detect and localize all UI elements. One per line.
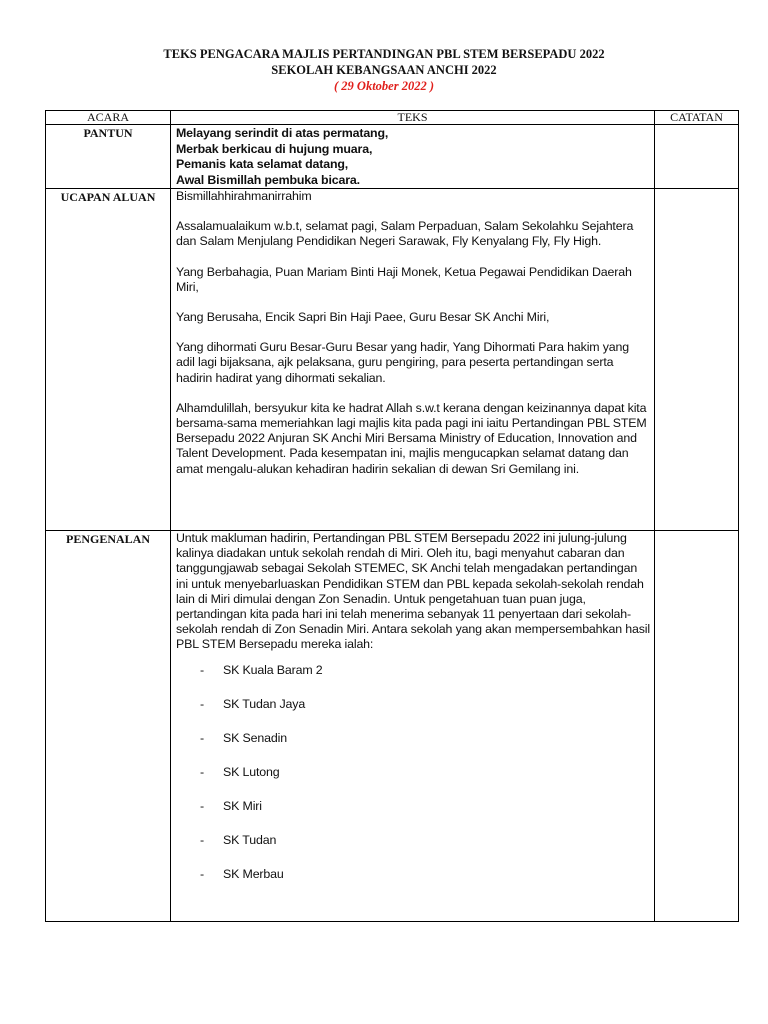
document-header — [0, 46, 768, 94]
table-row-pengenalan — [46, 531, 739, 922]
event-date: ( 29 Oktober 2022 ) — [334, 79, 434, 93]
ucapan-aluan-text — [171, 189, 655, 531]
bullet-dash: - — [200, 832, 204, 847]
bullet-dash: - — [200, 798, 204, 813]
school-name-item: SK Tudan — [223, 832, 277, 847]
acara-pengenalan: PENGENALAN — [46, 531, 171, 922]
school-name-item: SK Miri — [223, 798, 262, 813]
school-name: SEKOLAH KEBANGSAAN ANCHI 2022 — [271, 63, 497, 77]
pantun-line: Pemanis kata selamat datang, — [176, 157, 349, 171]
list-item — [176, 833, 650, 867]
bullet-dash: - — [200, 866, 204, 881]
column-header-catatan: CATATAN — [655, 111, 739, 125]
paragraph: Yang Berusaha, Encik Sapri Bin Haji Paee, Guru Besar SK Anchi Miri, — [176, 310, 550, 325]
list-item — [176, 765, 650, 799]
paragraph: Yang dihormati Guru Besar-Guru Besar yang hadir, Yang Dihormati Para hakim yang adil lagi bijaksana, ajk pelaksana, guru pengiring, para peserta pertandingan serta hadirin hadirat yang dihormati sekalian. — [176, 340, 630, 385]
paragraph: Assalamualaikum w.b.t, selamat pagi, Salam Perpaduan, Salam Sekolahku Sejahtera dan Salam Menjulang Pendidikan Negeri Sarawak, Fly Kenyalang Fly, Fly High. — [176, 219, 634, 249]
bullet-dash: - — [200, 730, 204, 745]
pantun-line: Merbak berkicau di hujung muara, — [176, 141, 373, 156]
pengenalan-text — [171, 531, 655, 922]
paragraph: Yang Berbahagia, Puan Mariam Binti Haji Monek, Ketua Pegawai Pendidikan Daerah Miri, — [176, 264, 632, 294]
list-item — [176, 663, 650, 697]
bullet-dash: - — [200, 764, 204, 779]
column-header-acara: ACARA — [46, 111, 171, 125]
school-name-item: SK Kuala Baram 2 — [223, 662, 323, 677]
acara-pantun: PANTUN — [46, 125, 171, 189]
bullet-dash: - — [200, 696, 204, 711]
pantun-line: Melayang serindit di atas permatang, — [176, 126, 389, 140]
acara-ucapan-aluan: UCAPAN ALUAN — [46, 189, 171, 531]
school-list — [176, 653, 650, 916]
document-title: TEKS PENGACARA MAJLIS PERTANDINGAN PBL STEM BERSEPADU 2022 — [163, 47, 605, 61]
school-name-item: SK Tudan Jaya — [223, 696, 306, 711]
paragraph: Alhamdulillah, bersyukur kita ke hadrat Allah s.w.t kerana dengan keizinannya dapat kita bersama-sama memeriahkan lagi majlis kita pada pagi ini iaitu Pertandingan PBL STEM Bersepadu 2022 Anjuran SK Anchi Miri Bersama Ministry of Education, Innovation and Talent Development. Pada kesempatan ini, majlis mengucapkan selamat datang dan amat mengalu-alukan kehadiran hadirin sekalian di dewan Sri Gemilang ini. — [176, 400, 647, 476]
table-header-row — [46, 111, 739, 125]
pantun-line: Awal Bismillah pembuka bicara. — [176, 172, 360, 187]
school-name-item: SK Merbau — [223, 866, 284, 881]
pantun-verse — [176, 125, 650, 188]
list-item — [176, 867, 650, 901]
paragraph: Untuk makluman hadirin, Pertandingan PBL STEM Bersepadu 2022 ini julung-julung kalinya diadakan untuk sekolah rendah di Miri. Oleh itu, bagi menyahut cabaran dan tanggungjawab sebagai Sekolah STEMEC, SK Anchi telah mengadakan pertandingan ini untuk menyebarluaskan Pendidikan STEM dan PBL kepada sekolah-sekolah rendah lain di Miri dimulai dengan Zon Senadin. Untuk pengetahuan tuan puan juga, pertandingan kita pada hari ini telah menerima sebanyak 11 penyertaan dari sekolah-sekolah rendah di Zon Senadin Miri. Antara sekolah yang akan mempersembahkan hasil PBL STEM Bersepadu mereka ialah: — [176, 531, 650, 652]
catatan-ucapan-aluan — [655, 189, 739, 531]
column-header-teks: TEKS — [171, 111, 655, 125]
script-table — [45, 110, 739, 922]
school-name-item: SK Senadin — [223, 730, 287, 745]
table-row-ucapan-aluan — [46, 189, 739, 531]
list-item — [176, 697, 650, 731]
catatan-pantun — [655, 125, 739, 189]
bullet-dash: - — [200, 662, 204, 677]
paragraph: Bismillahhirahmanirrahim — [176, 189, 312, 203]
school-name-item: SK Lutong — [223, 764, 280, 779]
list-item — [176, 731, 650, 765]
catatan-pengenalan — [655, 531, 739, 922]
table-row-pantun — [46, 125, 739, 189]
pantun-text — [171, 125, 655, 189]
list-item — [176, 799, 650, 833]
